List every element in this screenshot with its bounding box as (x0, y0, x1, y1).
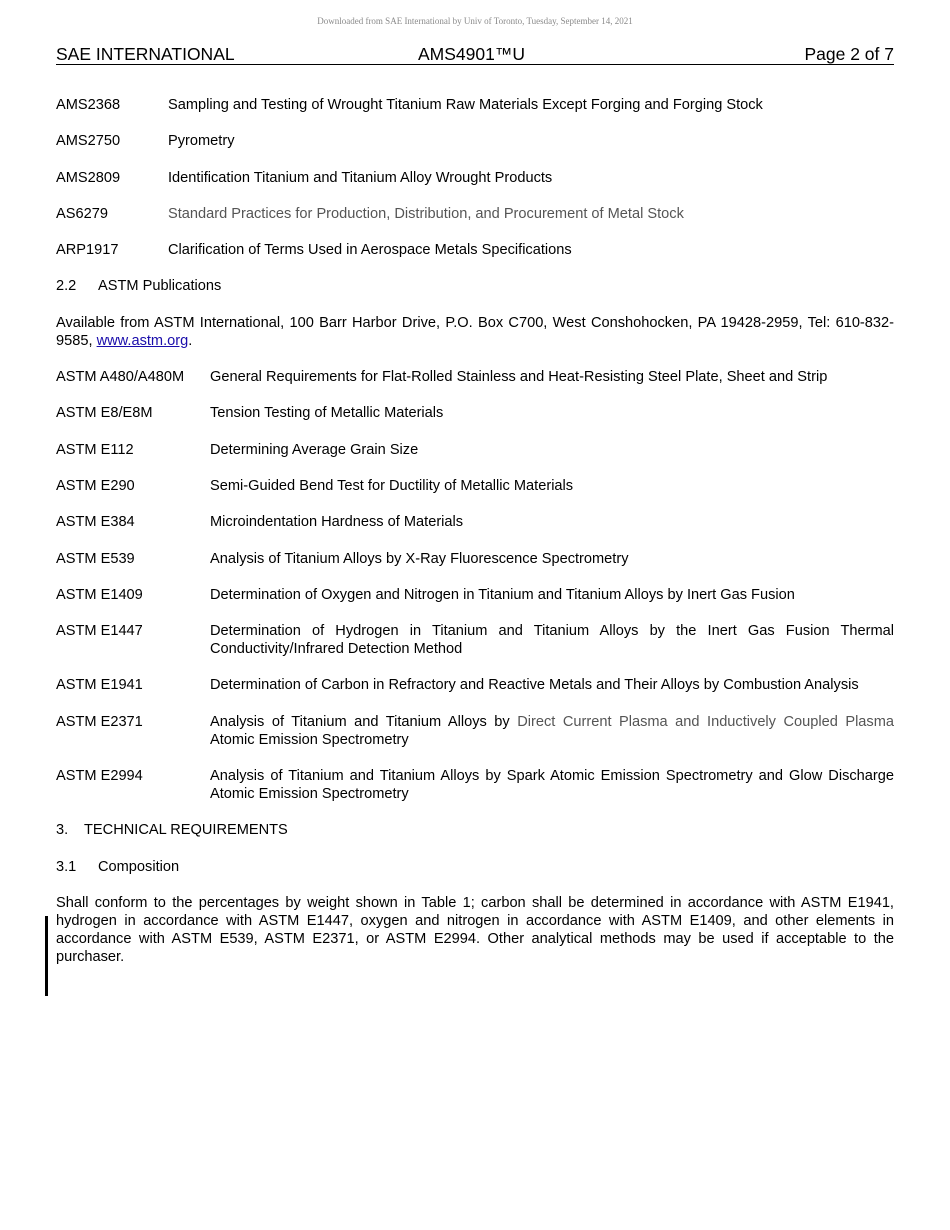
reference-code: ASTM E290 (56, 477, 135, 494)
section-heading-technical-requirements (56, 821, 894, 839)
reference-row (56, 241, 894, 259)
reference-code: ASTM E1409 (56, 586, 143, 603)
reference-row (56, 676, 894, 694)
availability-text: Available from ASTM International, 100 Barr Harbor Drive, P.O. Box C700, West Conshohocken, PA 19428-2959, Tel: 610-832-9585, (56, 314, 894, 349)
reference-row (56, 368, 894, 386)
reference-title: Tension Testing of Metallic Materials (210, 405, 444, 422)
reference-title: Determination of Carbon in Refractory and Reactive Metals and Their Alloys by Combustion Analysis (210, 677, 859, 694)
document-body (56, 96, 894, 984)
header-page-number: Page 2 of 7 (804, 44, 894, 64)
reference-title: Pyrometry (168, 133, 235, 150)
header-doc-number: AMS4901™U (418, 44, 525, 64)
astm-availability-paragraph (56, 314, 894, 350)
reference-code: ASTM E8/E8M (56, 405, 153, 422)
astm-reference-list (56, 368, 894, 803)
page-header (56, 44, 894, 65)
reference-title: General Requirements for Flat-Rolled Stainless and Heat-Resisting Steel Plate, Sheet and Strip (210, 369, 828, 386)
reference-title: Clarification of Terms Used in Aerospace Metals Specifications (168, 242, 572, 259)
reference-row (56, 713, 894, 749)
reference-title: Microindentation Hardness of Materials (210, 514, 464, 531)
reference-row (56, 477, 894, 495)
header-org: SAE INTERNATIONAL (56, 44, 235, 64)
section-title: Composition (98, 858, 180, 875)
reference-title (210, 713, 894, 749)
reference-code: AMS2750 (56, 133, 121, 150)
reference-code: ASTM E1447 (56, 623, 143, 640)
section-heading-astm (56, 277, 894, 295)
reference-row (56, 586, 894, 604)
reference-title-revised-part: Direct Current Plasma and Inductively Coupled Plasma (517, 713, 894, 730)
reference-code: ASTM E1941 (56, 677, 143, 694)
reference-title: Semi-Guided Bend Test for Ductility of Metallic Materials (210, 477, 574, 494)
section-heading-composition (56, 858, 894, 876)
reference-title: Sampling and Testing of Wrought Titanium Raw Materials Except Forging and Forging Stock (168, 97, 763, 113)
reference-row (56, 767, 894, 803)
reference-code: ASTM E2371 (56, 713, 143, 730)
reference-code: AMS2368 (56, 97, 121, 113)
reference-title: Analysis of Titanium and Titanium Alloys by Spark Atomic Emission Spectrometry and Glow Discharge Atomic Emission Spectrometry (210, 768, 894, 803)
reference-title-part: Analysis of Titanium and Titanium Alloys by (210, 713, 510, 730)
reference-code: ASTM E112 (56, 441, 134, 458)
reference-row (56, 513, 894, 531)
section-number: 3.1 (56, 858, 77, 875)
reference-row (56, 132, 894, 150)
reference-code: ASTM A480/A480M (56, 369, 185, 386)
reference-code: AS6279 (56, 205, 108, 222)
reference-code: AMS2809 (56, 169, 121, 186)
section-number: 2.2 (56, 278, 77, 295)
reference-code: ASTM E539 (56, 550, 135, 567)
reference-row (56, 404, 894, 422)
revision-change-bar (45, 916, 48, 996)
reference-row (56, 441, 894, 459)
reference-title: Analysis of Titanium Alloys by X-Ray Fluorescence Spectrometry (210, 550, 629, 567)
reference-code: ASTM E2994 (56, 768, 143, 785)
reference-row (56, 205, 894, 223)
download-note: Downloaded from SAE International by Univ of Toronto, Tuesday, September 14, 2021 (317, 16, 633, 26)
reference-code: ASTM E384 (56, 514, 135, 531)
reference-title: Determination of Hydrogen in Titanium and Titanium Alloys by the Inert Gas Fusion Thermal Conductivity/Infrared Detection Method (210, 623, 894, 658)
reference-title: Determination of Oxygen and Nitrogen in Titanium and Titanium Alloys by Inert Gas Fusion (210, 586, 795, 603)
link-suffix: . (188, 332, 193, 349)
reference-row (56, 96, 894, 114)
astm-website-link[interactable]: www.astm.org (96, 332, 189, 349)
reference-title: Identification Titanium and Titanium Alloy Wrought Products (168, 169, 553, 186)
reference-title: Standard Practices for Production, Distribution, and Procurement of Metal Stock (168, 205, 684, 222)
reference-code: ARP1917 (56, 242, 119, 259)
reference-row (56, 169, 894, 187)
composition-paragraph: Shall conform to the percentages by weight shown in Table 1; carbon shall be determined in accordance with ASTM E1941, hydrogen in accordance with ASTM E1447, oxygen and nitrogen in accordance with ASTM E1409, and other elements in accordance with ASTM E539, ASTM E2371, or ASTM E2994. Other analytical methods may be used if acceptable to the purchaser. (56, 894, 894, 965)
section-title: TECHNICAL REQUIREMENTS (84, 822, 288, 839)
section-number: 3. (56, 822, 69, 839)
section-title: ASTM Publications (98, 278, 222, 295)
reference-title-part: Atomic Emission Spectrometry (210, 731, 409, 748)
reference-title: Determining Average Grain Size (210, 441, 419, 458)
ams-reference-list (56, 96, 894, 259)
reference-row (56, 550, 894, 568)
reference-row (56, 622, 894, 658)
